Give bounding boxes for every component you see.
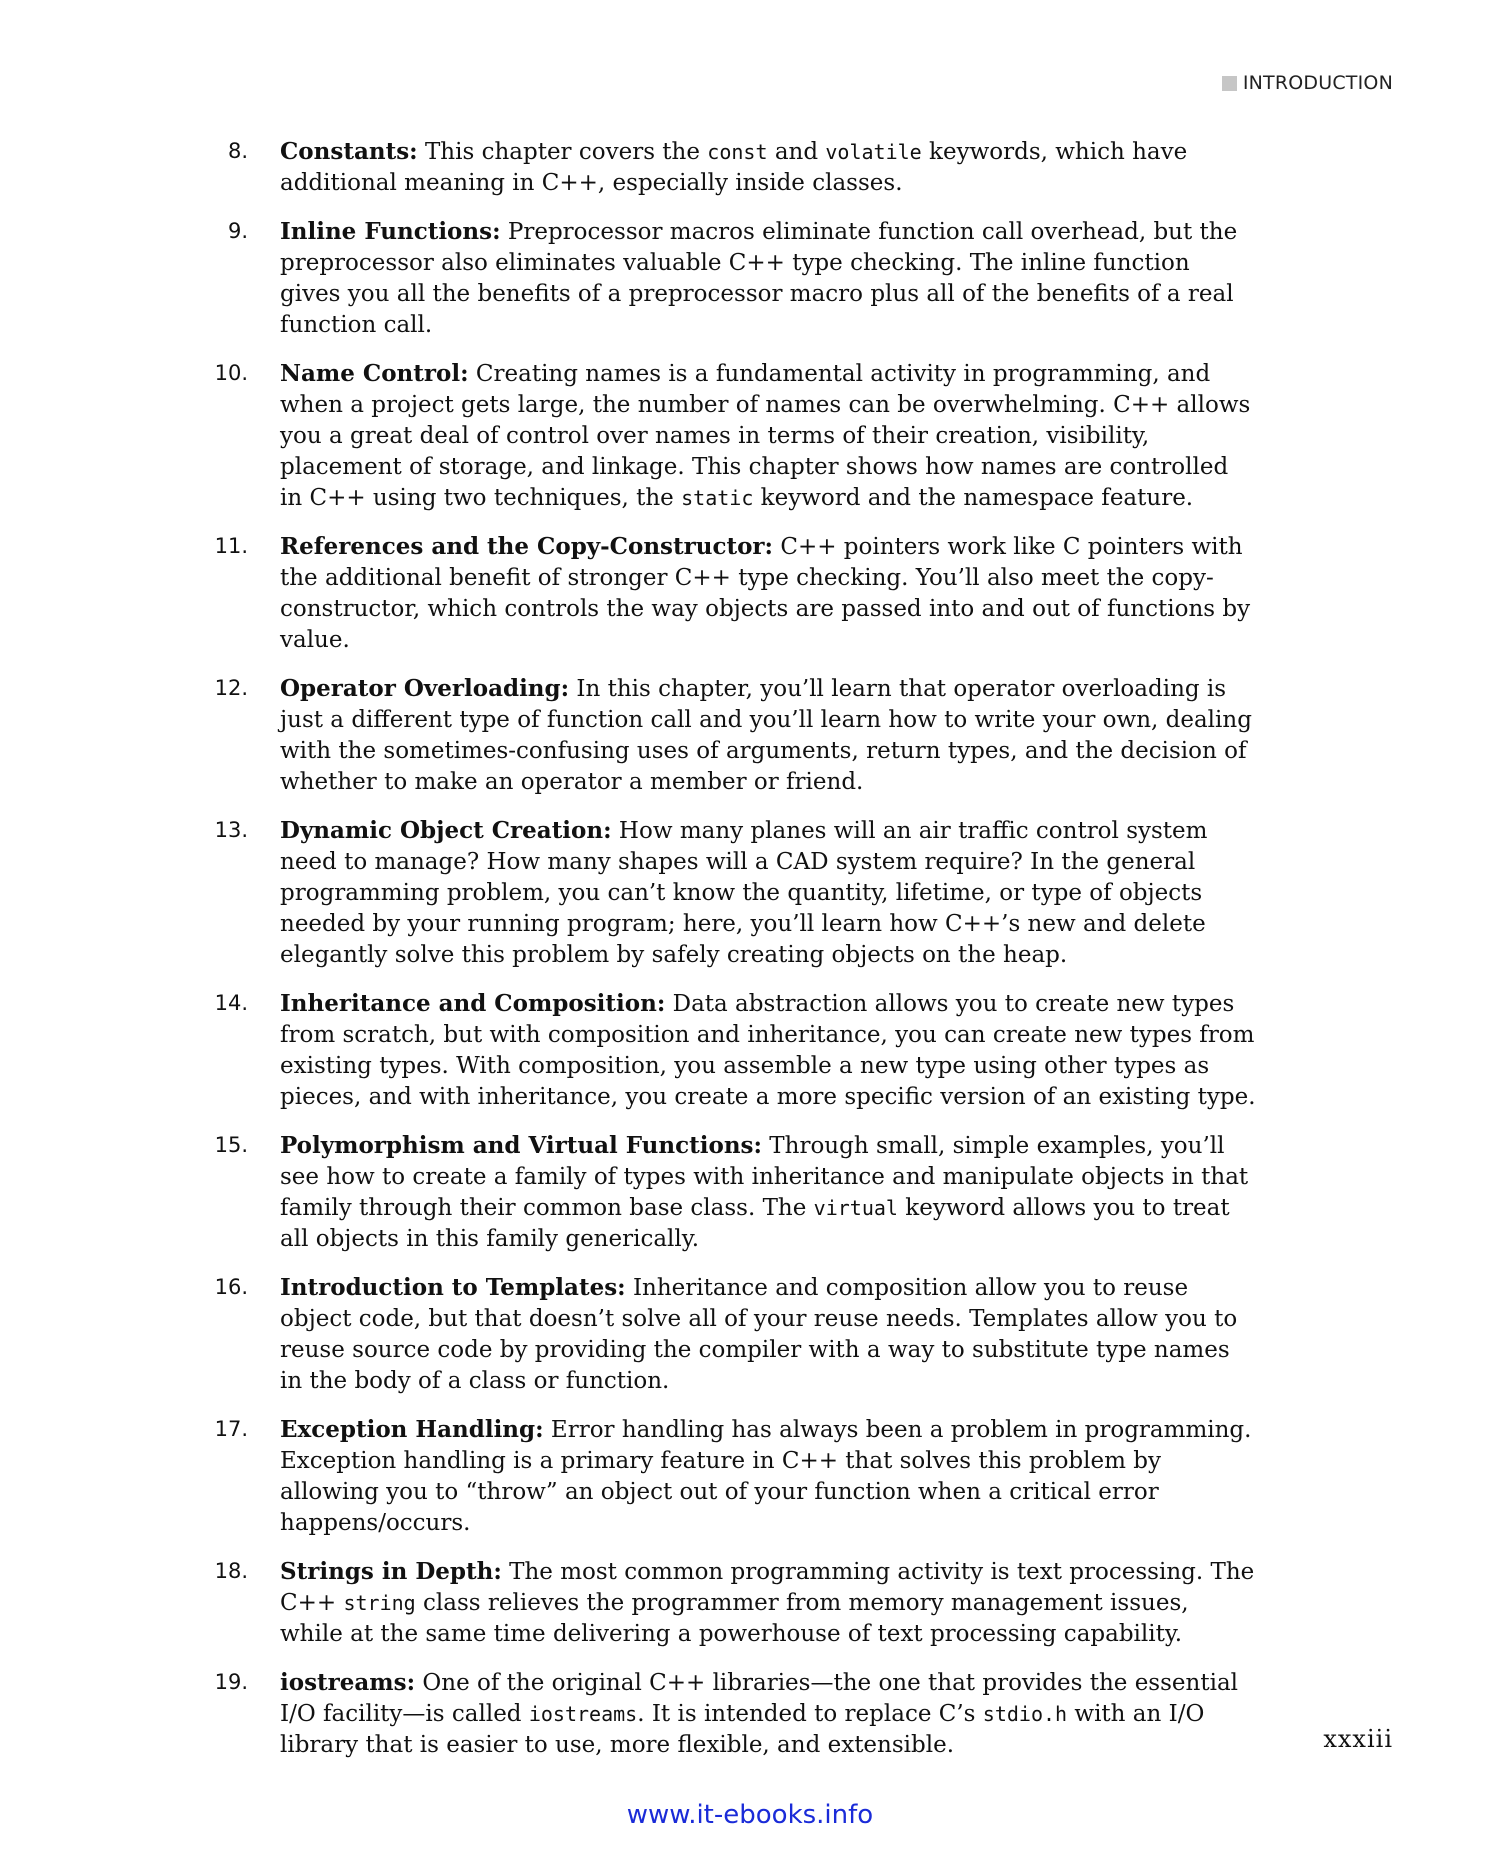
code-keyword: virtual [813,1196,898,1220]
code-keyword: volatile [825,140,922,164]
item-text: How many planes will an air traffic control system need to manage? How many shapes will a CAD system require? In the general programming problem, you can’t know the quantity, lifetime, or type of objects needed by your running program; here, you’ll learn how C++’s new and delete elegantly solve this problem by safely creating objects on the heap. [280,818,1208,968]
item-body [280,139,1187,196]
item-text: Through small, simple examples, you’ll see how to create a family of types with inheritance and manipulate objects in that family through their common base class. The [280,1133,1249,1221]
item-number: 12. [214,676,248,700]
item-number: 8. [227,139,248,163]
list-item [212,1667,1257,1761]
item-text: keyword allows you to treat all objects in this family generically. [280,1195,1230,1252]
item-number: 15. [214,1133,248,1157]
list-item [212,988,1257,1113]
code-keyword: iostreams [528,1702,638,1726]
item-number: 13. [214,818,248,842]
item-text: keyword and the namespace feature. [753,485,1194,511]
item-text: Error handling has always been a problem in programming. Exception handling is a primary feature in C++ that solves this problem by allowing you to “throw” an object out of your function when a critical error happens/occurs. [280,1417,1252,1536]
item-text: Data abstraction allows you to create new types from scratch, but with composition and inheritance, you can create new types from existing types. With composition, you assemble a new type using other types as pieces, and with inheritance, you create a more specific version of an existing type. [280,991,1256,1110]
item-body [280,1670,1238,1758]
item-number: 10. [214,361,248,385]
list-item [212,216,1257,341]
item-title: Inheritance and Composition: [280,990,666,1017]
item-text: with an I/O library that is easier to use, more flexible, and extensible. [280,1701,1205,1758]
item-title: Introduction to Templates: [280,1274,626,1301]
item-text: The most common programming activity is text processing. The C++ [280,1559,1255,1616]
code-keyword: string [343,1591,416,1615]
item-text: class relieves the programmer from memory management issues, while at the same time delivering a powerhouse of text processing capability. [280,1590,1189,1647]
list-item [212,673,1257,798]
item-text: This chapter covers the [417,139,708,165]
list-item [212,1130,1257,1255]
item-text: Creating names is a fundamental activity in programming, and when a project gets large, the number of names can be overwhelming. C++ allows you a great deal of control over names in terms of their creation, visibility, placement of storage, and linkage. This chapter shows how names are controlled in C++ using two techniques, the [280,361,1251,511]
item-title: References and the Copy-Constructor: [280,533,774,560]
chapter-list [212,136,1257,1778]
code-keyword: static [681,486,754,510]
code-keyword: stdio.h [982,1702,1068,1726]
item-title: Exception Handling: [280,1416,544,1443]
item-title: Polymorphism and Virtual Functions: [280,1132,762,1159]
list-item [212,1272,1257,1397]
list-item [212,1414,1257,1539]
item-number: 9. [227,219,248,243]
item-body [280,361,1250,511]
item-text: C++ pointers work like C pointers with the additional benefit of stronger C++ type checking. You’ll also meet the copy-constructor, which controls the way objects are passed into and out of functions by value. [280,534,1251,653]
item-title: iostreams: [280,1669,416,1696]
item-number: 14. [214,991,248,1015]
item-body [280,676,1252,795]
item-text: One of the original C++ libraries—the one that provides the essential I/O facility—is called [280,1670,1239,1727]
item-body [280,991,1256,1110]
item-body [280,818,1207,968]
item-text: and [767,139,826,165]
item-text: In this chapter, you’ll learn that operator overloading is just a different type of function call and you’ll learn how to write your own, dealing with the sometimes-confusing uses of arguments, return types, and the decision of whether to make an operator a member or friend. [280,676,1252,795]
item-number: 17. [214,1417,248,1441]
item-title: Constants: [280,138,418,165]
list-item [212,1556,1257,1650]
item-title: Name Control: [280,360,469,387]
list-item [212,815,1257,971]
item-text: . It is intended to replace C’s [637,1701,983,1727]
item-body [280,219,1237,338]
item-body [280,1275,1237,1394]
source-link[interactable]: www.it-ebooks.info [626,1800,874,1830]
item-number: 11. [214,534,248,558]
item-number: 16. [214,1275,248,1299]
item-text: Inheritance and composition allow you to reuse object code, but that doesn’t solve all of your reuse needs. Templates allow you to reuse source code by providing the compiler with a way to substitute type names in the body of a class or function. [280,1275,1238,1394]
code-keyword: const [707,140,768,164]
running-head [1222,72,1393,94]
item-title: Dynamic Object Creation: [280,817,612,844]
item-body [280,1133,1248,1252]
list-item [212,358,1257,514]
list-item [212,531,1257,656]
page-number: xxxiii [1323,1725,1393,1753]
item-text: keywords, which have additional meaning in C++, especially inside classes. [280,139,1188,196]
item-title: Strings in Depth: [280,1558,502,1585]
list-item [212,136,1257,199]
header-square-icon [1222,76,1237,91]
item-number: 19. [214,1670,248,1694]
item-body [280,1559,1254,1647]
item-body [280,534,1250,653]
item-number: 18. [214,1559,248,1583]
section-title: INTRODUCTION [1242,72,1393,94]
item-text: Preprocessor macros eliminate function call overhead, but the preprocessor also eliminates valuable C++ type checking. The inline function gives you all the benefits of a preprocessor macro plus all of the benefits of a real function call. [280,219,1238,338]
item-body [280,1417,1251,1536]
item-title: Inline Functions: [280,218,501,245]
item-title: Operator Overloading: [280,675,570,702]
